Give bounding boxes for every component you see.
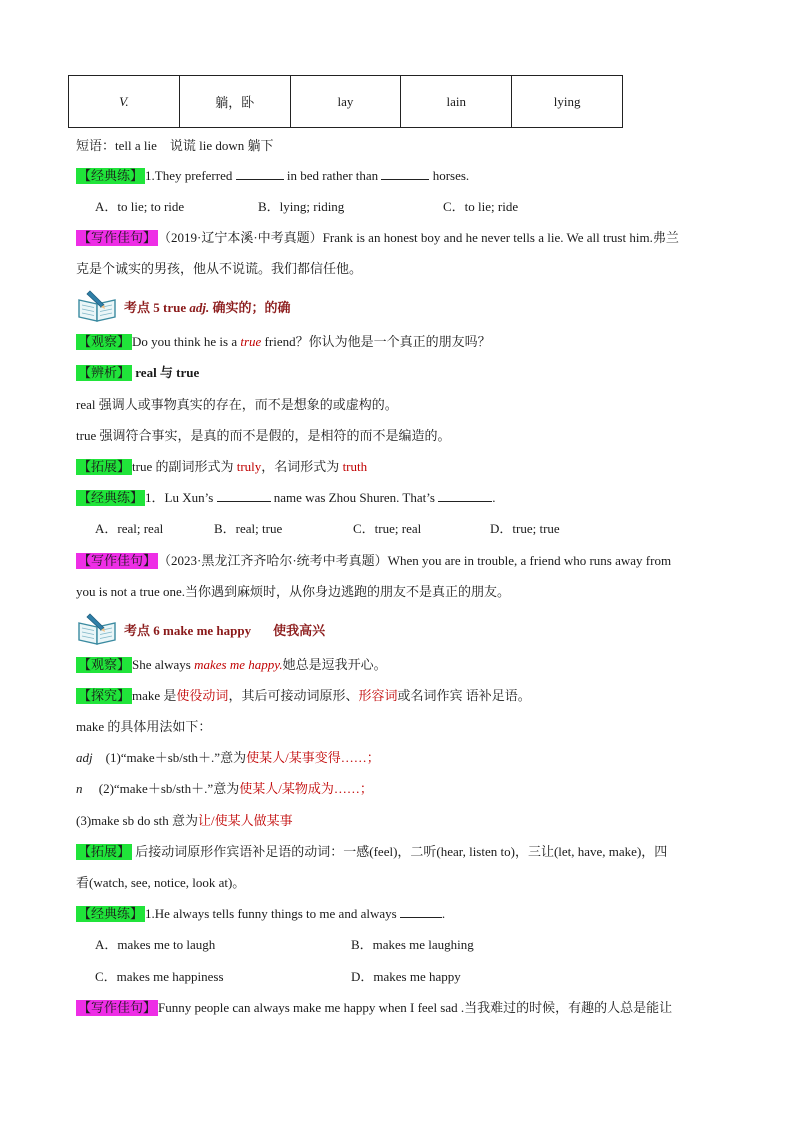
exercise-1: 【经典练】 1.They preferred in bed rather than horses.	[78, 168, 470, 183]
option-d: D．true; true	[490, 521, 560, 536]
verb-forms-table	[68, 75, 623, 128]
extend-5: 【拓展】 true 的副词形式为 truly，名词形式为 truth	[78, 459, 368, 474]
answer-blank	[217, 489, 271, 502]
option-a: A．makes me to laugh	[95, 937, 216, 952]
usage-intro: make 的具体用法如下：	[76, 719, 212, 734]
classic-tag: 【经典练】	[78, 168, 144, 183]
table-cell: lay	[290, 76, 401, 128]
observe-tag: 【观察】	[78, 334, 131, 349]
extend-tag: 【拓展】	[78, 459, 131, 474]
book-pencil-icon	[76, 611, 118, 647]
answer-blank	[400, 905, 442, 918]
book-pencil-icon	[76, 288, 118, 324]
option-c: C．true; real	[353, 521, 422, 536]
exercise-2-options	[95, 520, 560, 538]
option-a: A．real; real	[95, 521, 164, 536]
classic-tag: 【经典练】	[78, 906, 144, 921]
option-b: B．real; true	[214, 521, 283, 536]
exercise-3-options-row-1	[95, 936, 474, 954]
observe-5: 【观察】 Do you think he is a true friend？你认为他是一个真正的朋友吗？	[78, 334, 491, 349]
table-cell: V.	[69, 76, 180, 128]
key-point-6-text: 考点 6 make me happy 使我高兴	[124, 622, 326, 638]
option-c: C．makes me happiness	[95, 969, 224, 984]
option-b: B．lying; riding	[258, 199, 345, 214]
extend-6-cont: 看(watch, see, notice, look at)。	[76, 875, 246, 890]
explore-tag: 【探究】	[78, 688, 131, 703]
writing-tag: 【写作佳句】	[78, 553, 157, 568]
usage-n: n (2)“make＋sb/sth＋.”意为使某人/某物成为……；	[76, 781, 373, 796]
writing-sentence-1-cont: 克是个诚实的男孩，他从不说谎。我们都信任他。	[76, 261, 363, 276]
phrases-line: 短语：tell a lie 说谎 lie down 躺下	[76, 138, 274, 153]
analysis-5: 【辨析】 real 与 true	[78, 365, 200, 380]
option-a: A．to lie; to ride	[95, 199, 185, 214]
answer-blank	[236, 167, 284, 180]
extend-6: 【拓展】 后接动词原形作宾语补足语的动词：一感(feel)，二听(hear, listen to)，三让(let, have, make)，四	[78, 844, 668, 859]
analysis-true: true 强调符合事实，是真的而不是假的，是相符的而不是编造的。	[76, 428, 451, 443]
observe-tag: 【观察】	[78, 657, 131, 672]
classic-tag: 【经典练】	[78, 490, 144, 505]
table-cell: lying	[512, 76, 623, 128]
writing-tag: 【写作佳句】	[78, 1000, 157, 1015]
writing-sentence-2-cont: you is not a true one.当你遇到麻烦时，从你身边逃跑的朋友不是真正的朋友。	[76, 584, 511, 599]
writing-sentence-1: 【写作佳句】 （2019·辽宁本溪·中考真题）Frank is an honest boy and he never tells a lie. We all trust him.弗兰	[78, 230, 679, 245]
option-c: C．to lie; ride	[443, 199, 519, 214]
analysis-real: real 强调人或事物真实的存在，而不是想象的或虚构的。	[76, 397, 398, 412]
writing-sentence-3: 【写作佳句】 Funny people can always make me happy when I feel sad .当我难过的时候，有趣的人总是能让	[78, 1000, 673, 1015]
option-d: D．makes me happy	[351, 969, 461, 984]
analysis-tag: 【辨析】	[78, 365, 131, 380]
key-point-5-title	[76, 288, 291, 324]
key-point-6-title	[76, 611, 325, 647]
writing-sentence-2: 【写作佳句】 （2023·黑龙江齐齐哈尔·统考中考真题）When you are in trouble, a friend who runs away from	[78, 553, 672, 568]
key-point-5-text: 考点 5 true adj. 确实的；的确	[124, 299, 291, 315]
option-b: B．makes me laughing	[351, 937, 474, 952]
table-row	[69, 76, 623, 128]
table-cell: lain	[401, 76, 512, 128]
extend-tag: 【拓展】	[78, 844, 131, 859]
exercise-3-options-row-2	[95, 968, 461, 986]
observe-6: 【观察】 She always makes me happy.她总是逗我开心。	[78, 657, 387, 672]
usage-adj: adj (1)“make＋sb/sth＋.”意为使某人/某事变得……；	[76, 750, 380, 765]
usage-item-3: (3)make sb do sth 意为让/使某人做某事	[76, 813, 293, 828]
explore-6: 【探究】 make 是使役动词，其后可接动词原形、形容词或名词作宾 语补足语。	[78, 688, 531, 703]
writing-tag: 【写作佳句】	[78, 230, 157, 245]
exercise-2: 【经典练】 1．Lu Xun’s name was Zhou Shuren. That’s .	[78, 490, 496, 505]
answer-blank	[438, 489, 492, 502]
exercise-1-options	[95, 198, 518, 216]
table-cell: 躺，卧	[179, 76, 290, 128]
answer-blank	[381, 167, 429, 180]
exercise-3: 【经典练】 1.He always tells funny things to me and always .	[78, 906, 446, 921]
